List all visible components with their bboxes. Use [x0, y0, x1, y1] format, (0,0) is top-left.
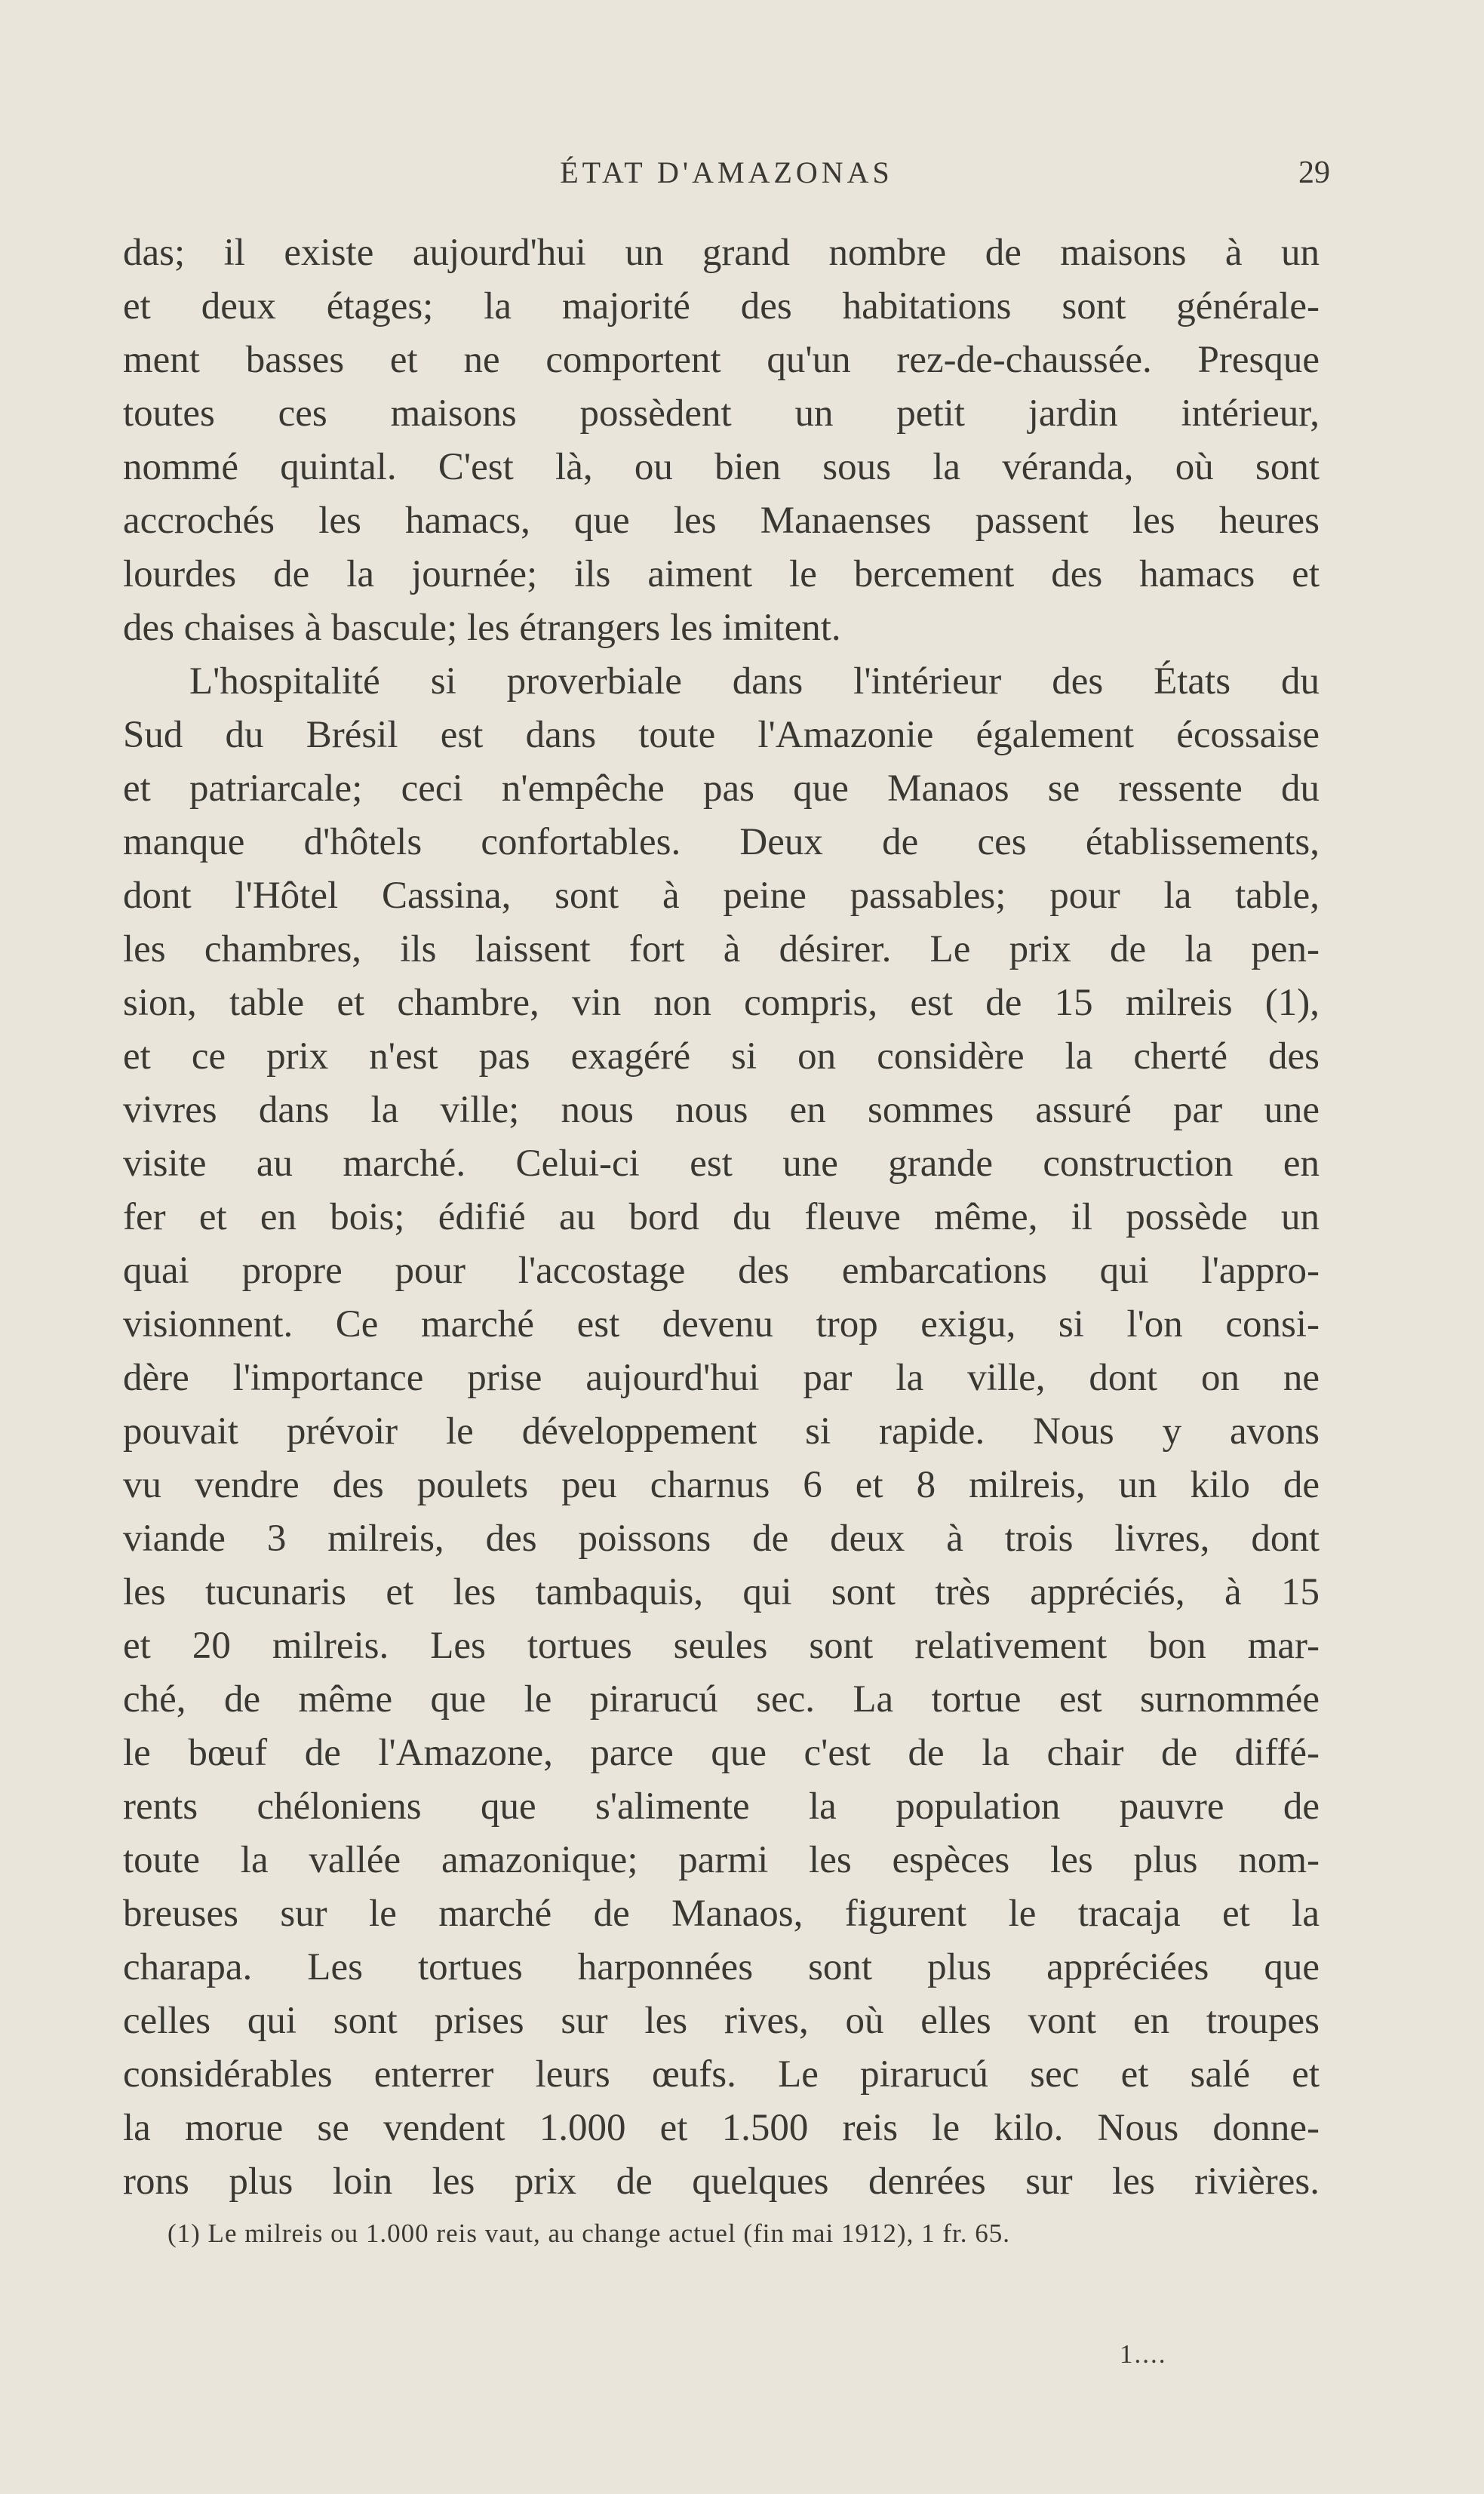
- text-line: la morue se vendent 1.000 et 1.500 reis le kilo. Nous donne-: [123, 2107, 1320, 2149]
- text-line: des chaises à bascule; les étrangers les imitent.: [123, 607, 841, 649]
- text-line: manque d'hôtels confortables. Deux de ces établissements,: [123, 821, 1320, 863]
- text-line: visite au marché. Celui-ci est une grande construction en: [123, 1142, 1320, 1185]
- text-line: fer et en bois; édifié au bord du fleuve même, il possède un: [123, 1196, 1320, 1238]
- text-line: vu vendre des poulets peu charnus 6 et 8 milreis, un kilo de: [123, 1464, 1320, 1506]
- running-title: ÉTAT D'AMAZONAS: [560, 155, 893, 189]
- text-line: rents chéloniens que s'alimente la population pauvre de: [123, 1785, 1320, 1828]
- text-line: pouvait prévoir le développement si rapide. Nous y avons: [123, 1410, 1320, 1453]
- text-line: viande 3 milreis, des poissons de deux à trois livres, dont: [123, 1518, 1320, 1560]
- text-line: et patriarcale; ceci n'empêche pas que Manaos se ressente du: [123, 767, 1320, 810]
- text-line: visionnent. Ce marché est devenu trop exigu, si l'on consi-: [123, 1303, 1320, 1345]
- text-line: rons plus loin les prix de quelques denrées sur les rivières.: [123, 2160, 1320, 2203]
- page-number: 29: [1298, 155, 1330, 190]
- footnote: (1) Le milreis ou 1.000 reis vaut, au change actuel (fin mai 1912), 1 fr. 65.: [167, 2219, 1010, 2248]
- text-line: charapa. Les tortues harponnées sont plus appréciées que: [123, 1946, 1320, 1988]
- text-line: dont l'Hôtel Cassina, sont à peine passables; pour la table,: [123, 875, 1320, 917]
- text-line: breuses sur le marché de Manaos, figurent le tracaja et la: [123, 1893, 1320, 1935]
- text-line: quai propre pour l'accostage des embarcations qui l'appro-: [123, 1250, 1320, 1292]
- body-text: [123, 226, 1320, 2209]
- text-line: le bœuf de l'Amazone, parce que c'est de la chair de diffé-: [123, 1732, 1320, 1774]
- text-line: Sud du Brésil est dans toute l'Amazonie également écossaise: [123, 714, 1320, 756]
- text-line: vivres dans la ville; nous nous en sommes assuré par une: [123, 1089, 1320, 1131]
- text-line: das; il existe aujourd'hui un grand nombre de maisons à un: [123, 232, 1320, 274]
- text-line: nommé quintal. C'est là, ou bien sous la véranda, où sont: [123, 446, 1320, 488]
- text-line: toutes ces maisons possèdent un petit jardin intérieur,: [123, 392, 1320, 435]
- text-line: et ce prix n'est pas exagéré si on considère la cherté des: [123, 1035, 1320, 1078]
- text-line: ché, de même que le pirarucú sec. La tortue est surnommée: [123, 1678, 1320, 1721]
- text-line: toute la vallée amazonique; parmi les espèces les plus nom-: [123, 1839, 1320, 1881]
- text-line: ment basses et ne comportent qu'un rez-de-chaussée. Presque: [123, 339, 1320, 381]
- text-line: et deux étages; la majorité des habitations sont générale-: [123, 285, 1320, 328]
- signature-mark: 1....: [1120, 2339, 1167, 2369]
- text-line: accrochés les hamacs, que les Manaenses passent les heures: [123, 500, 1320, 542]
- text-line: lourdes de la journée; ils aiment le bercement des hamacs et: [123, 553, 1320, 595]
- text-line: et 20 milreis. Les tortues seules sont relativement bon mar-: [123, 1625, 1320, 1667]
- paragraph-first-line: L'hospitalité si proverbiale dans l'intérieur des États du: [189, 660, 1320, 703]
- running-head: [123, 155, 1330, 200]
- text-line: sion, table et chambre, vin non compris, est de 15 milreis (1),: [123, 982, 1320, 1024]
- text-line: dère l'importance prise aujourd'hui par la ville, dont on ne: [123, 1357, 1320, 1399]
- text-line: celles qui sont prises sur les rives, où elles vont en troupes: [123, 2000, 1320, 2042]
- text-line: considérables enterrer leurs œufs. Le pirarucú sec et salé et: [123, 2053, 1320, 2096]
- text-line: les tucunaris et les tambaquis, qui sont très appréciés, à 15: [123, 1571, 1320, 1613]
- text-line: les chambres, ils laissent fort à désirer. Le prix de la pen-: [123, 928, 1320, 970]
